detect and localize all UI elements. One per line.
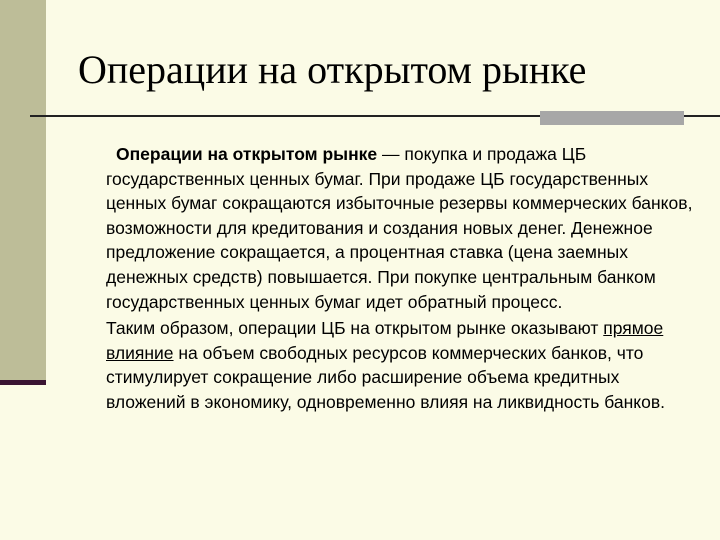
slide-body bbox=[106, 142, 696, 415]
slide-title: Операции на открытом рынке bbox=[78, 47, 587, 92]
conclusion-text-start: Таким образом, операции ЦБ на открытом рынке оказывают bbox=[106, 318, 604, 339]
term-bold: Операции на открытом рынке bbox=[116, 144, 378, 164]
underlined-phrase: прямое влияние bbox=[106, 318, 664, 363]
body-paragraph-definition bbox=[106, 142, 696, 314]
definition-text: — покупка и продажа ЦБ государственных ценных бумаг. При продаже ЦБ государственных ценных бумаг сокращаются избыточные резервы коммерческих банков, возможности для кредитования и создания новых денег. Денежное предложение сокращается, а процентная ставка (цена заемных денежных средств) повышается. При покупке центральным банком государственных ценных бумаг идет обратный процесс. bbox=[106, 144, 693, 312]
side-decoration-bar bbox=[0, 0, 46, 380]
body-paragraph-conclusion bbox=[106, 316, 696, 414]
conclusion-text-end: на объем свободных ресурсов коммерческих банков, что стимулирует сокращение либо расширение объема кредитных вложений в экономику, одновременно влияя на ликвидность банков. bbox=[106, 342, 666, 412]
title-divider-accent bbox=[540, 111, 684, 125]
side-decoration-accent bbox=[0, 380, 46, 385]
